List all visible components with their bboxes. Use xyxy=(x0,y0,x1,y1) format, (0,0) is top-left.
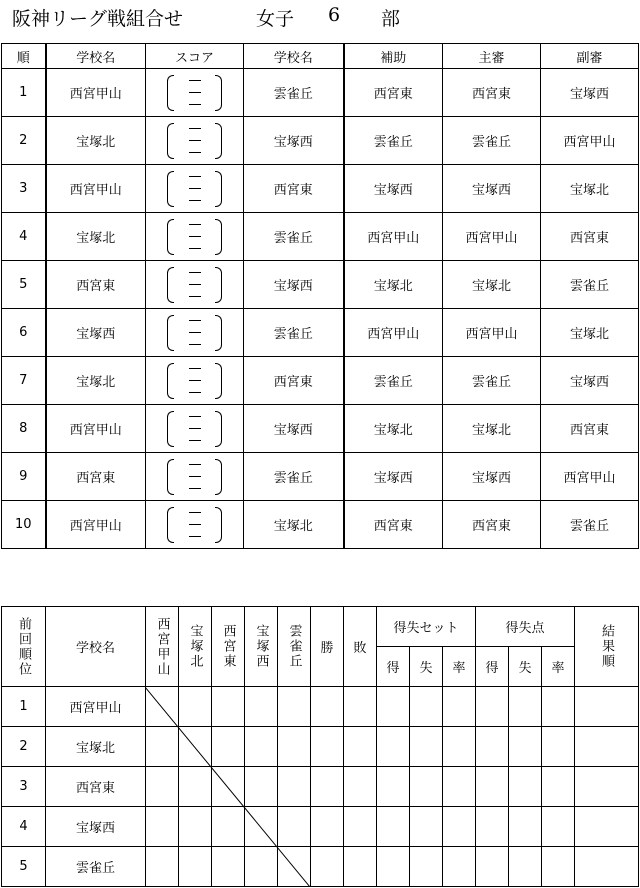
score-dash xyxy=(189,284,201,285)
left-bracket xyxy=(167,75,174,111)
stat-cell[interactable] xyxy=(410,767,443,807)
stat-cell[interactable] xyxy=(410,687,443,727)
right-bracket xyxy=(215,363,222,399)
header-school: 学校名 xyxy=(46,607,146,687)
stat-cell[interactable] xyxy=(311,687,344,727)
standings-row xyxy=(2,687,639,727)
table-row xyxy=(2,309,639,357)
header-point-lost: 失 xyxy=(509,647,542,687)
score-dash xyxy=(189,332,201,333)
score-dash xyxy=(189,236,201,237)
result-cell[interactable] xyxy=(146,807,179,847)
table-row xyxy=(2,453,639,501)
score-dash xyxy=(189,368,201,369)
stat-cell[interactable] xyxy=(509,807,542,847)
school-b: 西宮東 xyxy=(244,165,344,213)
chief-referee-school: 宝塚北 xyxy=(443,405,541,453)
stat-cell[interactable] xyxy=(509,767,542,807)
score-dash xyxy=(189,416,201,417)
score-dash xyxy=(189,524,201,525)
header-chief-referee: 主審 xyxy=(443,44,541,69)
sub-referee-school: 宝塚西 xyxy=(541,357,639,405)
score-dash xyxy=(189,128,201,129)
match-number: 3 xyxy=(2,165,46,213)
table-row xyxy=(2,405,639,453)
school-name: 雲雀丘 xyxy=(46,847,146,887)
result-cell[interactable] xyxy=(146,727,179,767)
right-bracket xyxy=(215,315,222,351)
stat-cell[interactable] xyxy=(344,847,377,887)
table-row xyxy=(2,501,639,549)
score-brackets xyxy=(146,261,243,308)
score-dash xyxy=(189,92,201,93)
score-dash xyxy=(189,320,201,321)
table-row xyxy=(2,213,639,261)
match-number: 4 xyxy=(2,213,46,261)
header-order: 順 xyxy=(2,44,46,69)
stat-cell[interactable] xyxy=(575,807,639,847)
right-bracket xyxy=(215,459,222,495)
school-name: 宝塚北 xyxy=(46,727,146,767)
result-cell[interactable] xyxy=(212,767,245,807)
assist-school: 宝塚北 xyxy=(344,261,443,309)
left-bracket xyxy=(167,267,174,303)
header-opponent-4: 宝塚西 xyxy=(253,624,269,669)
result-cell[interactable] xyxy=(179,687,212,727)
score-brackets xyxy=(146,165,243,212)
school-name: 西宮東 xyxy=(46,767,146,807)
right-bracket xyxy=(215,171,222,207)
stat-cell[interactable] xyxy=(542,807,575,847)
sub-referee-school: 西宮東 xyxy=(541,213,639,261)
score-dash xyxy=(189,152,201,153)
header-set-diff: 得失セット xyxy=(377,607,476,647)
left-bracket xyxy=(167,363,174,399)
header-sub-referee: 副審 xyxy=(541,44,639,69)
title-league: 阪神リーグ戦組合せ xyxy=(12,8,184,30)
stat-cell[interactable] xyxy=(575,687,639,727)
stat-cell[interactable] xyxy=(410,847,443,887)
right-bracket xyxy=(215,75,222,111)
score-dash xyxy=(189,428,201,429)
assist-school: 西宮甲山 xyxy=(344,213,443,261)
result-cell[interactable] xyxy=(179,767,212,807)
score-dash xyxy=(189,380,201,381)
stat-cell[interactable] xyxy=(476,687,509,727)
result-cell[interactable] xyxy=(179,727,212,767)
score-brackets xyxy=(146,309,243,356)
score-brackets xyxy=(146,405,243,452)
left-bracket xyxy=(167,171,174,207)
school-a: 西宮東 xyxy=(46,261,146,309)
sub-referee-school: 宝塚北 xyxy=(541,309,639,357)
left-bracket xyxy=(167,219,174,255)
result-cell[interactable] xyxy=(245,687,278,727)
school-b: 宝塚西 xyxy=(244,117,344,165)
table-row xyxy=(2,117,639,165)
score-dash xyxy=(189,104,201,105)
result-cell[interactable] xyxy=(212,687,245,727)
stat-cell[interactable] xyxy=(344,807,377,847)
sub-referee-school: 西宮甲山 xyxy=(541,117,639,165)
score-dash xyxy=(189,176,201,177)
sub-referee-school: 宝塚西 xyxy=(541,69,639,117)
stat-cell[interactable] xyxy=(311,807,344,847)
chief-referee-school: 宝塚西 xyxy=(443,165,541,213)
stat-cell[interactable] xyxy=(443,687,476,727)
stat-cell[interactable] xyxy=(542,727,575,767)
sub-referee-school: 西宮東 xyxy=(541,405,639,453)
assist-school: 西宮東 xyxy=(344,501,443,549)
standings-row xyxy=(2,847,639,887)
left-bracket xyxy=(167,123,174,159)
score-dash xyxy=(189,188,201,189)
header-set-ratio: 率 xyxy=(443,647,476,687)
school-b: 雲雀丘 xyxy=(244,213,344,261)
standings-row xyxy=(2,727,639,767)
school-a: 西宮甲山 xyxy=(46,69,146,117)
score-dash xyxy=(189,80,201,81)
result-cell[interactable] xyxy=(278,807,311,847)
chief-referee-school: 西宮甲山 xyxy=(443,309,541,357)
result-cell[interactable] xyxy=(278,767,311,807)
school-b: 雲雀丘 xyxy=(244,309,344,357)
previous-rank: 2 xyxy=(2,727,46,767)
header-assist: 補助 xyxy=(344,44,443,69)
left-bracket xyxy=(167,411,174,447)
school-b: 宝塚西 xyxy=(244,261,344,309)
score-dash xyxy=(189,464,201,465)
standings-table xyxy=(1,606,639,887)
chief-referee-school: 西宮東 xyxy=(443,69,541,117)
assist-school: 雲雀丘 xyxy=(344,357,443,405)
title-group: 6 xyxy=(328,4,341,26)
result-cell[interactable] xyxy=(245,807,278,847)
header-school-a: 学校名 xyxy=(46,44,146,69)
match-number: 7 xyxy=(2,357,46,405)
score-cell[interactable] xyxy=(146,501,244,549)
score-dash xyxy=(189,512,201,513)
header-win: 勝 xyxy=(311,607,344,687)
assist-school: 宝塚北 xyxy=(344,405,443,453)
title-division: 女子 xyxy=(256,8,295,30)
stat-cell[interactable] xyxy=(443,727,476,767)
school-b: 宝塚北 xyxy=(244,501,344,549)
stat-cell[interactable] xyxy=(443,807,476,847)
stat-cell[interactable] xyxy=(443,847,476,887)
score-dash xyxy=(189,392,201,393)
result-cell[interactable] xyxy=(146,687,179,727)
score-cell[interactable] xyxy=(146,69,244,117)
sub-referee-school: 宝塚北 xyxy=(541,165,639,213)
chief-referee-school: 雲雀丘 xyxy=(443,357,541,405)
header-set-lost: 失 xyxy=(410,647,443,687)
chief-referee-school: 宝塚西 xyxy=(443,453,541,501)
stat-cell[interactable] xyxy=(443,767,476,807)
previous-rank: 4 xyxy=(2,807,46,847)
score-cell[interactable] xyxy=(146,405,244,453)
schedule-table xyxy=(1,43,639,549)
score-brackets xyxy=(146,357,243,404)
right-bracket xyxy=(215,507,222,543)
score-brackets xyxy=(146,501,243,548)
header-point-gained: 得 xyxy=(476,647,509,687)
stat-cell[interactable] xyxy=(311,727,344,767)
stat-cell[interactable] xyxy=(476,807,509,847)
score-brackets xyxy=(146,213,243,260)
stat-cell[interactable] xyxy=(509,687,542,727)
header-opponent-5: 雲雀丘 xyxy=(286,624,302,669)
result-cell[interactable] xyxy=(278,687,311,727)
stat-cell[interactable] xyxy=(311,767,344,807)
school-a: 宝塚北 xyxy=(46,357,146,405)
match-number: 10 xyxy=(2,501,46,549)
score-cell[interactable] xyxy=(146,309,244,357)
score-dash xyxy=(189,248,201,249)
chief-referee-school: 雲雀丘 xyxy=(443,117,541,165)
assist-school: 雲雀丘 xyxy=(344,117,443,165)
school-b: 西宮東 xyxy=(244,357,344,405)
result-cell[interactable] xyxy=(212,727,245,767)
result-cell[interactable] xyxy=(245,847,278,887)
score-cell[interactable] xyxy=(146,261,244,309)
stat-cell[interactable] xyxy=(344,687,377,727)
stat-cell[interactable] xyxy=(377,767,410,807)
score-cell[interactable] xyxy=(146,213,244,261)
previous-rank: 5 xyxy=(2,847,46,887)
score-dash xyxy=(189,140,201,141)
school-a: 西宮甲山 xyxy=(46,405,146,453)
score-brackets xyxy=(146,453,243,500)
school-a: 西宮甲山 xyxy=(46,501,146,549)
header-point-diff: 得失点 xyxy=(476,607,575,647)
stat-cell[interactable] xyxy=(377,687,410,727)
header-opponent-2: 宝塚北 xyxy=(187,624,203,669)
score-brackets xyxy=(146,69,243,116)
score-dash xyxy=(189,476,201,477)
match-number: 6 xyxy=(2,309,46,357)
chief-referee-school: 西宮東 xyxy=(443,501,541,549)
right-bracket xyxy=(215,123,222,159)
stat-cell[interactable] xyxy=(476,847,509,887)
chief-referee-school: 西宮甲山 xyxy=(443,213,541,261)
result-cell[interactable] xyxy=(245,767,278,807)
header-previous-rank: 前回順位 xyxy=(16,616,31,677)
standings-header-row-1 xyxy=(2,607,639,647)
left-bracket xyxy=(167,315,174,351)
stat-cell[interactable] xyxy=(476,767,509,807)
right-bracket xyxy=(215,219,222,255)
result-cell[interactable] xyxy=(179,807,212,847)
chief-referee-school: 宝塚北 xyxy=(443,261,541,309)
score-dash xyxy=(189,536,201,537)
standings-row xyxy=(2,767,639,807)
score-dash xyxy=(189,272,201,273)
header-point-ratio: 率 xyxy=(542,647,575,687)
stat-cell[interactable] xyxy=(575,767,639,807)
result-cell[interactable] xyxy=(278,727,311,767)
stat-cell[interactable] xyxy=(377,807,410,847)
assist-school: 宝塚西 xyxy=(344,165,443,213)
result-cell[interactable] xyxy=(245,727,278,767)
previous-rank: 3 xyxy=(2,767,46,807)
stat-cell[interactable] xyxy=(542,767,575,807)
school-a: 宝塚北 xyxy=(46,213,146,261)
header-result-rank: 結果順 xyxy=(599,624,615,669)
assist-school: 宝塚西 xyxy=(344,453,443,501)
sub-referee-school: 雲雀丘 xyxy=(541,261,639,309)
stat-cell[interactable] xyxy=(410,727,443,767)
right-bracket xyxy=(215,267,222,303)
result-cell[interactable] xyxy=(212,847,245,887)
score-cell[interactable] xyxy=(146,165,244,213)
title-suffix: 部 xyxy=(381,8,401,30)
sub-referee-school: 雲雀丘 xyxy=(541,501,639,549)
right-bracket xyxy=(215,411,222,447)
left-bracket xyxy=(167,507,174,543)
stat-cell[interactable] xyxy=(377,727,410,767)
stat-cell[interactable] xyxy=(542,687,575,727)
match-number: 2 xyxy=(2,117,46,165)
stat-cell[interactable] xyxy=(311,847,344,887)
header-loss: 敗 xyxy=(344,607,377,687)
school-a: 宝塚西 xyxy=(46,309,146,357)
school-a: 西宮東 xyxy=(46,453,146,501)
school-a: 西宮甲山 xyxy=(46,165,146,213)
score-dash xyxy=(189,224,201,225)
sub-referee-school: 西宮甲山 xyxy=(541,453,639,501)
table-row xyxy=(2,261,639,309)
standings-row xyxy=(2,807,639,847)
match-number: 8 xyxy=(2,405,46,453)
score-cell[interactable] xyxy=(146,357,244,405)
score-dash xyxy=(189,440,201,441)
stat-cell[interactable] xyxy=(575,727,639,767)
stat-cell[interactable] xyxy=(344,727,377,767)
result-cell[interactable] xyxy=(146,847,179,887)
result-cell[interactable] xyxy=(212,807,245,847)
stat-cell[interactable] xyxy=(377,847,410,887)
stat-cell[interactable] xyxy=(344,767,377,807)
header-opponent-1: 西宮甲山 xyxy=(154,616,170,677)
score-dash xyxy=(189,344,201,345)
stat-cell[interactable] xyxy=(476,727,509,767)
match-number: 1 xyxy=(2,69,46,117)
score-dash xyxy=(189,488,201,489)
school-name: 西宮甲山 xyxy=(46,687,146,727)
table-row xyxy=(2,357,639,405)
table-row xyxy=(2,165,639,213)
score-brackets xyxy=(146,117,243,164)
header-school-b: 学校名 xyxy=(244,44,344,69)
header-set-gained: 得 xyxy=(377,647,410,687)
header-opponent-3: 西宮東 xyxy=(220,624,236,669)
table-row xyxy=(2,69,639,117)
assist-school: 西宮東 xyxy=(344,69,443,117)
school-b: 雲雀丘 xyxy=(244,453,344,501)
score-cell[interactable] xyxy=(146,453,244,501)
stat-cell[interactable] xyxy=(509,727,542,767)
assist-school: 西宮甲山 xyxy=(344,309,443,357)
previous-rank: 1 xyxy=(2,687,46,727)
schedule-header-row xyxy=(2,44,639,69)
header-score: スコア xyxy=(146,44,244,69)
result-cell[interactable] xyxy=(146,767,179,807)
stat-cell[interactable] xyxy=(575,847,639,887)
school-b: 宝塚西 xyxy=(244,405,344,453)
stat-cell[interactable] xyxy=(509,847,542,887)
left-bracket xyxy=(167,459,174,495)
score-dash xyxy=(189,296,201,297)
match-number: 9 xyxy=(2,453,46,501)
result-cell[interactable] xyxy=(278,847,311,887)
score-dash xyxy=(189,200,201,201)
school-name: 宝塚西 xyxy=(46,807,146,847)
match-number: 5 xyxy=(2,261,46,309)
result-cell[interactable] xyxy=(179,847,212,887)
score-cell[interactable] xyxy=(146,117,244,165)
school-a: 宝塚北 xyxy=(46,117,146,165)
stat-cell[interactable] xyxy=(410,807,443,847)
stat-cell[interactable] xyxy=(542,847,575,887)
school-b: 雲雀丘 xyxy=(244,69,344,117)
